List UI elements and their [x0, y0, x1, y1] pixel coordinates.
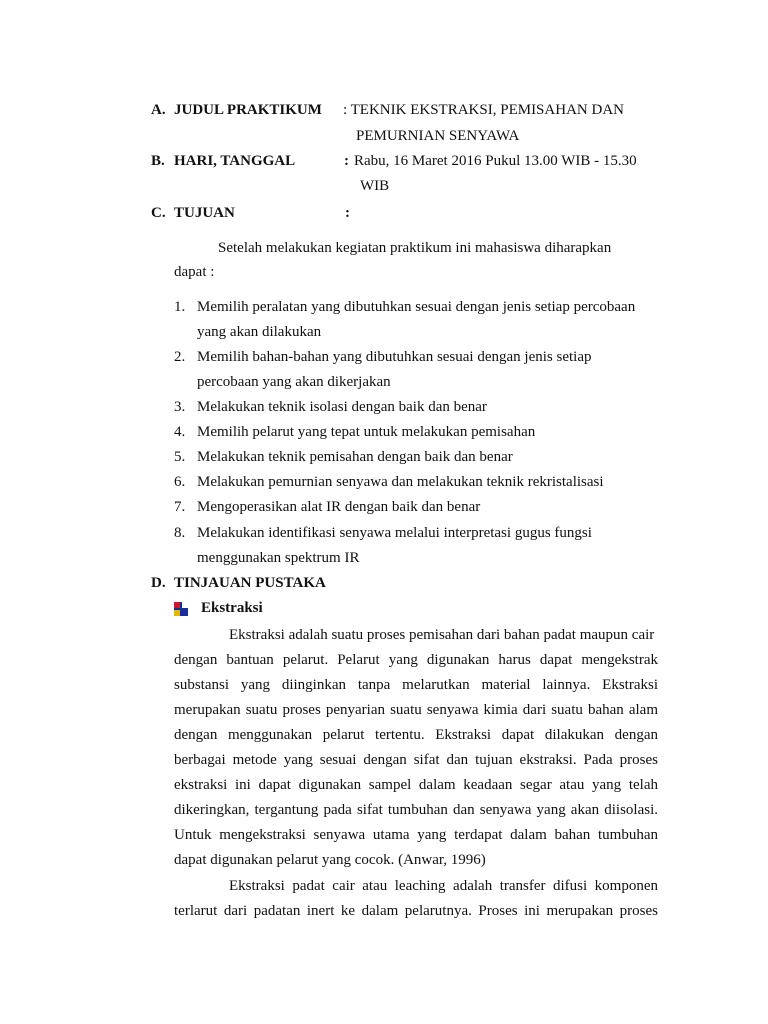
paragraph-line: Ekstraksi adalah suatu proses pemisahan dari bahan padat maupun cair	[229, 627, 655, 643]
section-c-letter: C.	[151, 205, 166, 221]
list-item-number: 2.	[174, 349, 186, 365]
list-item-number: 7.	[174, 499, 186, 515]
paragraph-line: dikeringkan, tergantung pada sifat tumbuhan dan senyawa yang akan diisolasi.	[174, 802, 658, 818]
section-d-title: TINJAUAN PUSTAKA	[174, 575, 326, 591]
section-a-value-line2: PEMURNIAN SENYAWA	[356, 128, 520, 144]
list-item-number: 1.	[174, 299, 186, 315]
plus-cross-bullet-icon	[174, 602, 188, 616]
list-item-text: Memilih pelarut yang tepat untuk melakukan pemisahan	[197, 424, 536, 440]
list-item-text: Memilih bahan-bahan yang dibutuhkan sesuai dengan jenis setiap	[197, 349, 592, 365]
section-a-value-line1: : TEKNIK EKSTRAKSI, PEMISAHAN DAN	[343, 102, 624, 118]
list-item-number: 6.	[174, 474, 186, 490]
paragraph-line: Untuk mengekstraksi senyawa utama yang terdapat dalam bahan tumbuhan	[174, 827, 658, 843]
paragraph-line: Ekstraksi padat cair atau leaching adalah transfer difusi komponen	[229, 878, 658, 894]
list-item-text: Melakukan pemurnian senyawa dan melakukan teknik rekristalisasi	[197, 474, 604, 490]
list-item-number: 3.	[174, 399, 186, 415]
section-b-label: HARI, TANGGAL	[174, 153, 296, 169]
list-item-number: 4.	[174, 424, 186, 440]
list-item-text: Melakukan teknik pemisahan dengan baik dan benar	[197, 449, 513, 465]
tujuan-intro-line1: Setelah melakukan kegiatan praktikum ini mahasiswa diharapkan	[218, 240, 612, 256]
tujuan-intro-line2: dapat :	[174, 264, 215, 280]
paragraph-line: berbagai metode yang sesuai dengan sifat dan tujuan ekstraksi. Pada proses	[174, 752, 658, 768]
list-item-text-cont: yang akan dilakukan	[197, 324, 322, 340]
list-item-number: 8.	[174, 525, 186, 541]
list-item-text: Memilih peralatan yang dibutuhkan sesuai dengan jenis setiap percobaan	[197, 299, 636, 315]
section-a-letter: A.	[151, 102, 166, 118]
section-b-value-line2: WIB	[360, 178, 390, 194]
section-b-colon: :	[344, 153, 349, 169]
section-b-value-line1: Rabu, 16 Maret 2016 Pukul 13.00 WIB - 15.30	[354, 153, 637, 169]
list-item-text-cont: percobaan yang akan dikerjakan	[197, 374, 391, 390]
paragraph-line: substansi yang diinginkan tanpa melarutkan material lainnya. Ekstraksi	[174, 677, 658, 693]
paragraph-line: ekstraksi ini dapat digunakan sampel dalam keadaan segar atau yang telah	[174, 777, 658, 793]
paragraph-line: dengan bantuan pelarut. Pelarut yang digunakan harus dapat mengekstrak	[174, 652, 658, 668]
section-b-letter: B.	[151, 153, 165, 169]
section-d-letter: D.	[151, 575, 166, 591]
paragraph-line: dengan menggunakan pelarut tertentu. Ekstraksi dapat dilakukan dengan	[174, 727, 658, 743]
list-item-text: Melakukan teknik isolasi dengan baik dan benar	[197, 399, 487, 415]
paragraph-line: merupakan suatu proses penyarian suatu senyawa kimia dari suatu bahan alam	[174, 702, 658, 718]
paragraph-line: terlarut dari padatan inert ke dalam pelarutnya. Proses ini merupakan proses	[174, 903, 658, 919]
section-c-label: TUJUAN	[174, 205, 235, 221]
list-item-text: Mengoperasikan alat IR dengan baik dan benar	[197, 499, 481, 515]
subheading-ekstraksi: Ekstraksi	[201, 600, 263, 616]
list-item-text-cont: menggunakan spektrum IR	[197, 550, 360, 566]
section-c-colon: :	[345, 205, 350, 221]
section-a-label: JUDUL PRAKTIKUM	[174, 102, 322, 118]
list-item-text: Melakukan identifikasi senyawa melalui interpretasi gugus fungsi	[197, 525, 592, 541]
list-item-number: 5.	[174, 449, 186, 465]
paragraph-line: dapat digunakan pelarut yang cocok. (Anwar, 1996)	[174, 852, 486, 868]
